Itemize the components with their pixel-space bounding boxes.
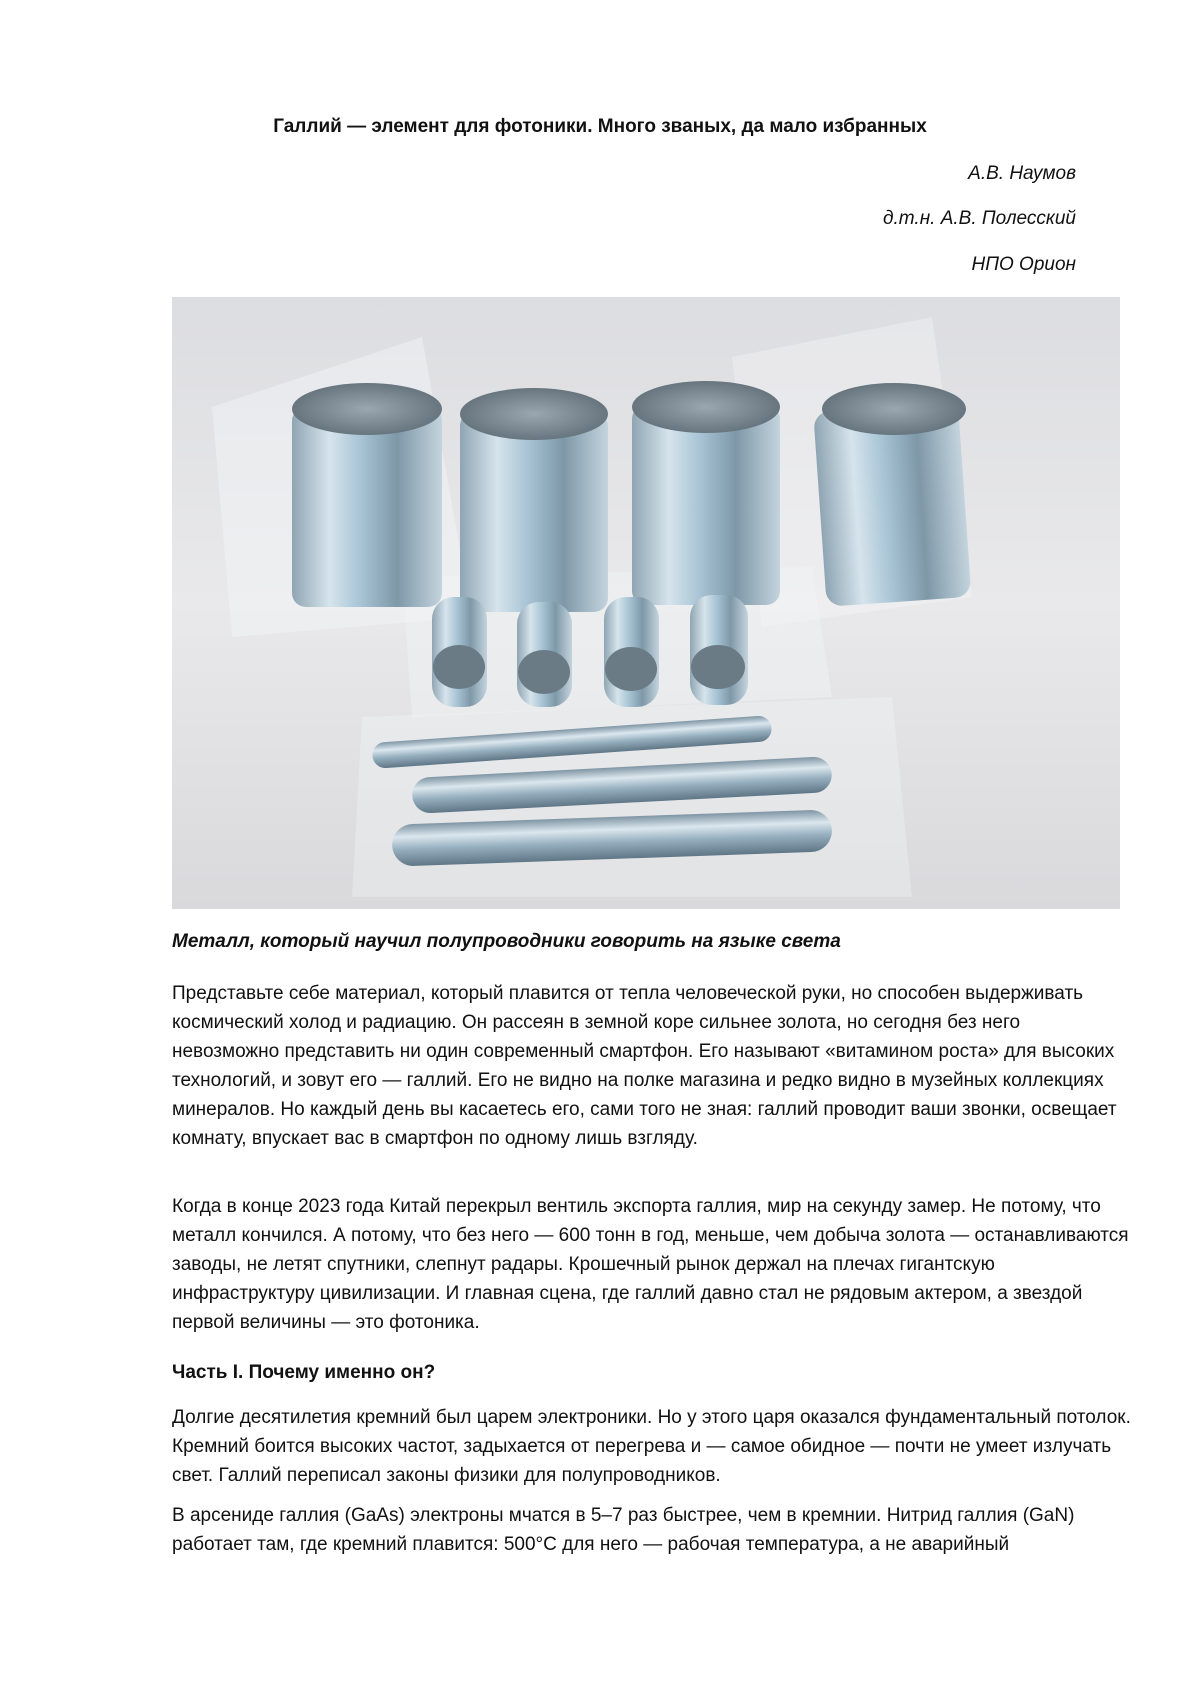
document-title: Галлий — элемент для фотоники. Много званых, да мало избранных [273, 116, 927, 137]
gallium-ingots-photo [172, 297, 1120, 909]
author-naumov: А.В. Наумов [968, 163, 1076, 184]
author-polessky: д.т.н. А.В. Полесский [883, 208, 1076, 229]
section-heading-part-1: Часть I. Почему именно он? [172, 1362, 436, 1383]
intro-paragraph-1: Представьте себе материал, который плавится от тепла человеческой руки, но способен выдерживать космический холод и радиацию. Он рассеян в земной коре сильнее золота, но сегодня без него невозможно представить ни один современный смартфон. Его называют «витамином роста» для высоких технологий, и зовут его — галлий. Его не видно на полке магазина и редко видно в музейных коллекциях минералов. Но каждый день вы касаетесь его, сами того не зная: галлий проводит ваши звонки, освещает комнату, впускает вас в смартфон по одному лишь взгляду. [172, 983, 1117, 1149]
section-paragraph-2: В арсениде галлия (GaAs) электроны мчатся в 5–7 раз быстрее, чем в кремнии. Нитрид галлия (GaN) работает там, где кремний плавится: 500°C для него — рабочая температура, а не аварийный [172, 1505, 1075, 1555]
author-organization: НПО Орион [971, 254, 1076, 275]
intro-paragraph-2: Когда в конце 2023 года Китай перекрыл вентиль экспорта галлия, мир на секунду замер. Не потому, что металл кончился. А потому, что без него — 600 тонн в год, меньше, чем добыча золота — останавливаются заводы, не летят спутники, слепнут радары. Крошечный рынок держал на плечах гигантскую инфраструктуру цивилизации. И главная сцена, где галлий давно стал не рядовым актером, а звездой первой величины — это фотоника. [172, 1196, 1129, 1333]
section-paragraph-1: Долгие десятилетия кремний был царем электроники. Но у этого царя оказался фундаментальный потолок. Кремний боится высоких частот, задыхается от перегрева и — самое обидное — почти не умеет излучать свет. Галлий переписал законы физики для полупроводников. [172, 1407, 1131, 1486]
article-subheading: Металл, который научил полупроводники говорить на языке света [172, 931, 841, 952]
